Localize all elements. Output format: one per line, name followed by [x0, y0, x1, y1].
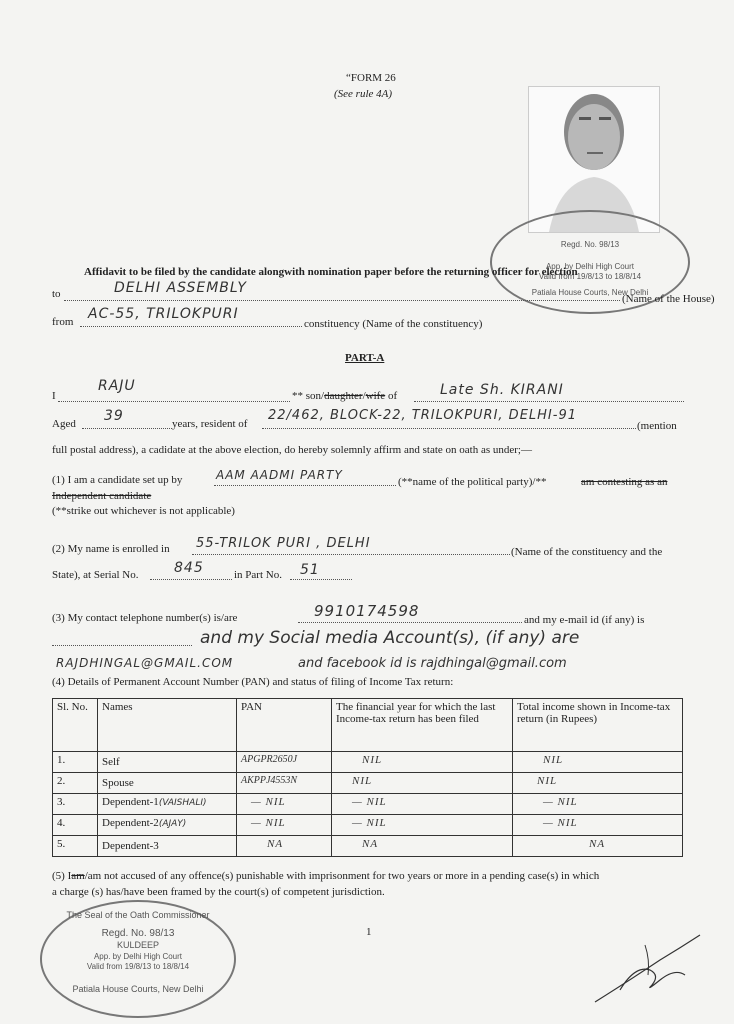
row-pan: APGPR2650J — [237, 752, 332, 773]
item1-strike2: Independent candidate — [52, 490, 152, 502]
item5-strike: am — [71, 870, 85, 882]
row-income: NA — [513, 836, 683, 857]
email-value: RAJDHINGAL@GMAIL.COM — [56, 656, 234, 670]
seal-regd: Regd. No. 98/13 — [101, 928, 175, 939]
i-label: I — [52, 390, 56, 402]
item1-strike: am contesting as an — [581, 476, 668, 488]
row-name-label: Dependent-2 — [102, 817, 159, 829]
seal-app: App. by Delhi High Court — [93, 952, 183, 961]
constituency-label: constituency (Name of the constituency) — [304, 318, 483, 330]
from-label: from — [52, 316, 74, 328]
mention-label: (mention — [637, 420, 677, 432]
seal-top-regd: Regd. No. 98/13 — [560, 240, 620, 249]
row-pan: — NIL — [237, 794, 332, 815]
relation-label — [292, 390, 397, 402]
to-label: to — [52, 288, 61, 300]
pan-table — [52, 698, 683, 857]
serial-value: 845 — [174, 560, 204, 576]
part-heading: PART-A — [345, 352, 385, 364]
affidavit-title: Affidavit to be filed by the candidate alongwith nomination paper before the returning officer for election — [84, 266, 578, 278]
item4-title: (4) Details of Permanent Account Number (PAN) and status of filing of Income Tax return: — [52, 676, 454, 688]
seal-top-ring-bottom: Patiala House Courts, New Delhi — [531, 288, 649, 297]
row-name — [98, 794, 237, 815]
relation-son: ** son/ — [292, 390, 325, 402]
facebook-text: and facebook id is rajdhingal@gmail.com — [298, 656, 567, 671]
seal-top-valid: Valid from 19/8/13 to 18/8/14 — [538, 272, 642, 281]
row-sl: 1. — [53, 752, 98, 773]
address-value: 22/462, BLOCK-22, TRILOKPURI, DELHI-91 — [268, 408, 577, 423]
part-no-value: 51 — [300, 562, 320, 578]
row-pan: NA — [237, 836, 332, 857]
table-header-row — [53, 699, 683, 752]
table-row — [53, 752, 683, 773]
item5-line1 — [52, 870, 599, 882]
row-income: NIL — [513, 773, 683, 794]
header-names: Names — [98, 699, 237, 752]
row-name-label: Dependent-1 — [102, 796, 159, 808]
party-value: AAM AADMI PARTY — [216, 468, 343, 482]
state-label: State), at Serial No. — [52, 569, 139, 581]
signature-mark — [590, 930, 720, 1010]
relation-wife: wife — [365, 390, 386, 402]
row-income: NIL — [513, 752, 683, 773]
header-income: Total income shown in Income-tax return (in Rupees) — [513, 699, 683, 752]
house-label: (Name of the House) — [622, 293, 715, 305]
candidate-name: RAJU — [98, 378, 136, 394]
row-sl: 5. — [53, 836, 98, 857]
row-name-note: (VAISHALI) — [158, 798, 207, 808]
row-year: NA — [332, 836, 513, 857]
phone-value: 9910174598 — [314, 602, 420, 620]
row-sl: 3. — [53, 794, 98, 815]
oath-seal-bottom — [40, 900, 236, 1018]
row-name-note: (AJAY) — [158, 819, 187, 829]
row-pan: AKPPJ4553N — [237, 773, 332, 794]
item1-note: (**strike out whichever is not applicable) — [52, 505, 235, 517]
table-row — [53, 836, 683, 857]
item3-post: and my e-mail id (if any) is — [524, 614, 645, 626]
table-row — [53, 815, 683, 836]
item2-pre: (2) My name is enrolled in — [52, 543, 170, 555]
part-no-label: in Part No. — [234, 569, 282, 581]
aged-label: Aged — [52, 418, 76, 430]
row-year: NIL — [332, 752, 513, 773]
seal-name: KULDEEP — [116, 940, 160, 950]
item2-post: (Name of the constituency and the — [511, 546, 663, 558]
full-postal-text: full postal address), a cadidate at the above election, do hereby solemnly affirm and state on oath as under;— — [52, 444, 532, 456]
table-row — [53, 773, 683, 794]
father-name: Late Sh. KIRANI — [440, 382, 564, 398]
relation-of: of — [385, 390, 398, 402]
row-name — [98, 773, 237, 794]
relation-daughter: daughter — [324, 390, 363, 402]
seal-top-app: App. by Delhi High Court — [545, 262, 635, 271]
form-rule: (See rule 4A) — [334, 88, 393, 100]
row-year: — NIL — [332, 794, 513, 815]
row-sl: 2. — [53, 773, 98, 794]
row-income: — NIL — [513, 794, 683, 815]
row-sl: 4. — [53, 815, 98, 836]
item5-text: /am not accused of any offence(s) punishable with imprisonment for two years or more in a pending case(s) in which — [84, 870, 600, 882]
seal-ring-top: The Seal of the Oath Commissioner — [66, 910, 210, 920]
row-name-label: Dependent-3 — [102, 840, 159, 852]
item1-pre: (1) I am a candidate set up by — [52, 474, 183, 486]
header-sl: Sl. No. — [53, 699, 98, 752]
row-name — [98, 836, 237, 857]
form-title: “FORM 26 — [346, 72, 396, 84]
row-year: NIL — [332, 773, 513, 794]
page-number: 1 — [366, 926, 372, 938]
relation-sep: / — [362, 390, 366, 402]
resident-label: years, resident of — [172, 418, 248, 430]
age-value: 39 — [104, 408, 124, 424]
to-value: DELHI ASSEMBLY — [114, 280, 247, 296]
table-row — [53, 794, 683, 815]
social-media-text: and my Social media Account(s), (if any) are — [200, 628, 580, 648]
row-name — [98, 815, 237, 836]
row-income: — NIL — [513, 815, 683, 836]
item5-pre: (5) I — [52, 870, 72, 882]
row-name-label: Spouse — [102, 777, 134, 789]
row-name-label: Self — [102, 756, 120, 768]
header-year: The financial year for which the last Income-tax return has been filed — [332, 699, 513, 752]
seal-ring-bottom: Patiala House Courts, New Delhi — [72, 984, 204, 994]
row-year: — NIL — [332, 815, 513, 836]
item1-post: (**name of the political party)/** — [398, 476, 547, 488]
row-name — [98, 752, 237, 773]
item5-line2: a charge (s) has/have been framed by the court(s) of competent jurisdiction. — [52, 886, 385, 898]
row-pan: — NIL — [237, 815, 332, 836]
header-pan: PAN — [237, 699, 332, 752]
from-value: AC-55, TRILOKPURI — [88, 306, 239, 322]
enrolled-value: 55-TRILOK PURI , DELHI — [196, 536, 371, 551]
item3-pre: (3) My contact telephone number(s) is/are — [52, 612, 238, 624]
seal-valid: Valid from 19/8/13 to 18/8/14 — [86, 962, 190, 971]
